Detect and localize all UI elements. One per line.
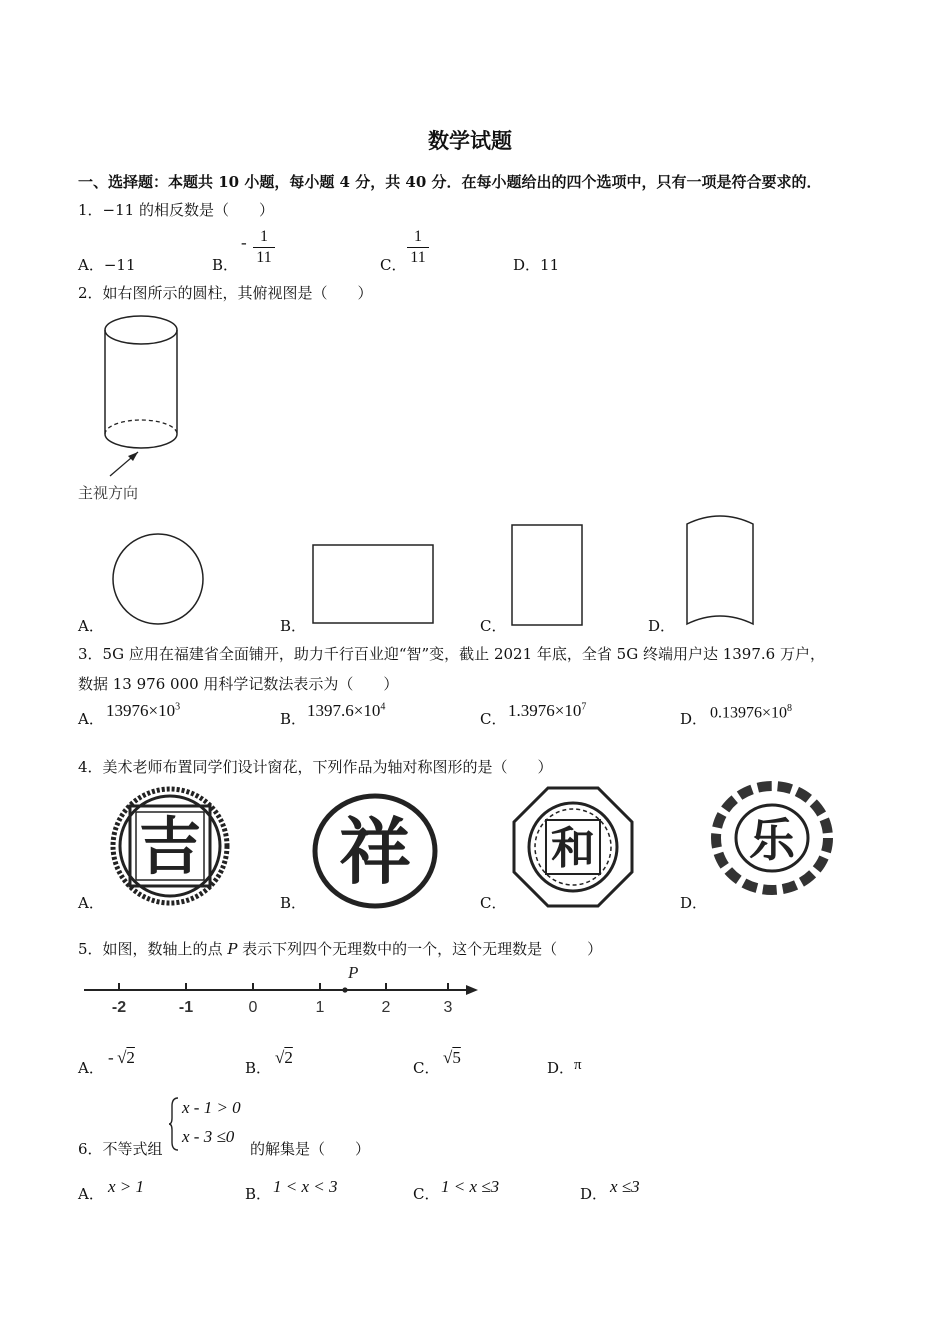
q5-a-value: - √2 <box>108 1048 135 1067</box>
cylinder-figure <box>100 312 185 477</box>
q1-option-b[interactable]: B． <box>212 256 239 274</box>
q3-option-c[interactable]: C． <box>480 710 507 728</box>
q4-option-a[interactable]: A． <box>78 894 104 912</box>
paper-cut-b-xiang[interactable] <box>312 793 438 909</box>
tick-label: -2 <box>111 999 127 1016</box>
q1-b-fraction <box>253 228 275 267</box>
q3-option-b[interactable]: B． <box>280 710 307 728</box>
q2-option-d-shape[interactable] <box>684 512 758 630</box>
system-brace <box>168 1096 180 1152</box>
tick-label: 1 <box>315 999 325 1016</box>
q3-c-value: $1.3976\times 10^7$ <box>508 701 587 720</box>
section-heading: 一、选择题：本题共 10 小题，每小题 4 分，共 40 分．在每小题给出的四个选项中，只有一项是符合要求的． <box>78 173 822 191</box>
q5-b-value: √2 <box>275 1048 293 1067</box>
q5-d-value: π <box>574 1057 582 1073</box>
q2-option-c[interactable]: C． <box>480 617 507 635</box>
q2-option-b[interactable]: B． <box>280 617 307 635</box>
q1-b-numerator: 1 <box>260 228 268 245</box>
q1-option-a[interactable]: A．−11 <box>78 256 136 274</box>
q6-inequality-2: x - 3 ≤0 <box>182 1127 235 1146</box>
fraction-bar <box>253 247 275 248</box>
q5-stem: 5．如图，数轴上的点 P 表示下列四个无理数中的一个，这个无理数是（ ） <box>78 940 603 958</box>
q6-stem-pre: 6．不等式组 <box>78 1140 163 1158</box>
q3-option-a[interactable]: A． <box>78 710 104 728</box>
q6-d-value: x ≤3 <box>610 1177 640 1196</box>
fraction-bar <box>407 247 429 248</box>
q4-stem: 4．美术老师布置同学们设计窗花，下列作品为轴对称图形的是（ ） <box>78 758 553 776</box>
q6-b-value: 1 < x < 3 <box>273 1177 338 1196</box>
q3-d-value: $0.13976\times 10^8$ <box>710 703 793 722</box>
paper-cut-b-char: 祥 <box>338 809 412 894</box>
q2-option-b-rectangle[interactable] <box>312 544 436 626</box>
q1-c-fraction <box>407 228 429 267</box>
tick-label: 2 <box>381 999 391 1016</box>
view-direction-label: 主视方向 <box>78 484 139 502</box>
q2-stem: 2．如右图所示的圆柱，其俯视图是（ ） <box>78 284 373 302</box>
q5-option-b[interactable]: B． <box>245 1059 272 1077</box>
paper-cut-c-he[interactable] <box>512 786 634 908</box>
q1-stem: 1．−11 的相反数是（ ） <box>78 201 274 219</box>
q6-c-value: 1 < x ≤3 <box>441 1177 500 1196</box>
page-title: 数学试题 <box>428 128 512 153</box>
number-line <box>82 962 482 1022</box>
q2-option-a-circle[interactable] <box>112 533 207 625</box>
q3-stem-line2: 数据 13 976 000 用科学记数法表示为（ ） <box>78 675 399 693</box>
q5-stem-var: P <box>227 940 238 958</box>
q1-option-c[interactable]: C． <box>380 256 407 274</box>
q6-option-a[interactable]: A． <box>78 1185 104 1203</box>
tick-label: 0 <box>248 999 258 1016</box>
q2-option-d[interactable]: D． <box>648 617 676 635</box>
q4-option-d[interactable]: D． <box>680 894 708 912</box>
q4-option-c[interactable]: C． <box>480 894 507 912</box>
tick-label: 3 <box>443 999 453 1016</box>
q2-option-c-rectangle[interactable] <box>511 524 585 628</box>
q6-a-value: x > 1 <box>108 1177 145 1196</box>
q1-b-sign: - <box>241 233 247 252</box>
q6-option-c[interactable]: C． <box>413 1185 440 1203</box>
q6-inequality-1: x - 1 > 0 <box>182 1098 241 1117</box>
point-p-label: P <box>348 963 359 982</box>
q3-stem-line1: 3．5G 应用在福建省全面铺开，助力千行百业迎“智”变，截止 2021 年底，全省 5G 终端用户达 1397.6 万户， <box>78 645 825 663</box>
q6-stem-post: 的解集是（ ） <box>250 1140 371 1158</box>
q1-b-denominator: 11 <box>256 249 272 266</box>
paper-cut-d-char: 乐 <box>749 813 795 867</box>
point-p-dot <box>342 987 347 992</box>
paper-cut-a-ji[interactable] <box>110 786 230 906</box>
q5-option-c[interactable]: C． <box>413 1059 440 1077</box>
q2-option-a[interactable]: A． <box>78 617 104 635</box>
q1-c-numerator: 1 <box>414 228 422 245</box>
q5-option-d[interactable]: D． <box>547 1059 575 1077</box>
q4-option-b[interactable]: B． <box>280 894 307 912</box>
q6-option-b[interactable]: B． <box>245 1185 272 1203</box>
q3-a-value: $13976\times 10^3$ <box>106 701 181 720</box>
tick-label: -1 <box>178 999 194 1016</box>
paper-cut-c-char: 和 <box>551 823 595 874</box>
q5-option-a[interactable]: A． <box>78 1059 104 1077</box>
q3-option-d[interactable]: D． <box>680 710 708 728</box>
q1-c-denominator: 11 <box>410 249 426 266</box>
q5-c-value: √5 <box>443 1048 461 1067</box>
q6-option-d[interactable]: D． <box>580 1185 608 1203</box>
q1-option-d[interactable]: D．11 <box>513 256 560 274</box>
q3-b-value: $1397.6\times 10^4$ <box>307 701 386 720</box>
paper-cut-a-char: 吉 <box>138 810 202 883</box>
paper-cut-d-le[interactable] <box>710 782 834 894</box>
